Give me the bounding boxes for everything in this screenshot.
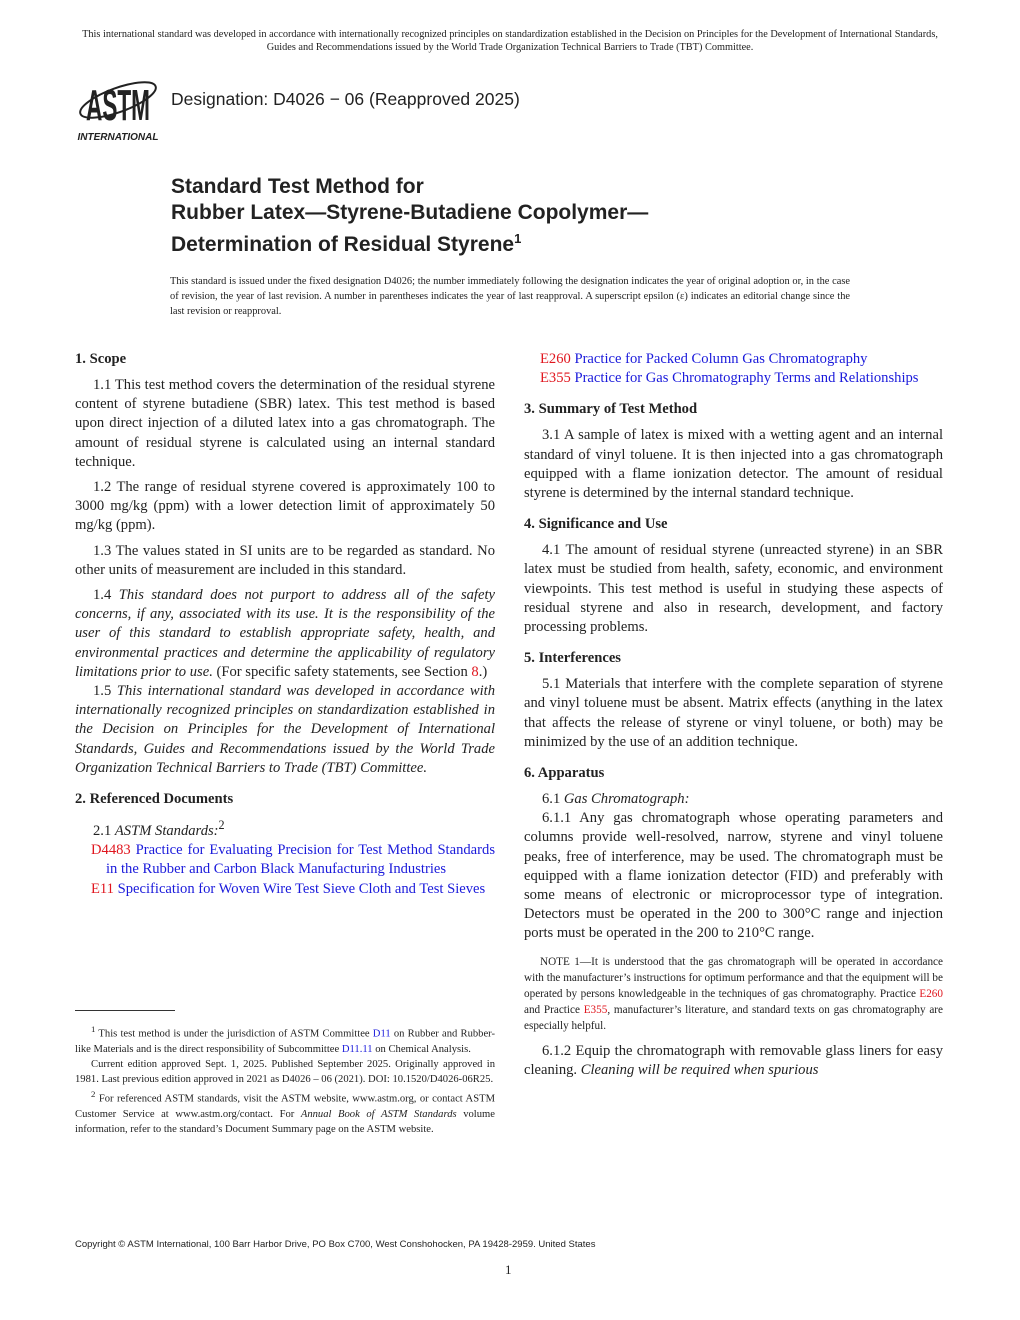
para-6-1 <box>524 790 943 809</box>
svg-text:INTERNATIONAL: INTERNATIONAL <box>77 132 159 143</box>
para-1-1: 1.1 This test method covers the determination of the residual styrene content of styrene butadiene (SBR) latex. This test method is based upon direct injection of a diluted latex into a gas chromatograph. The amount of residual styrene is calculated using an internal standard technique. <box>75 377 495 470</box>
para-2-1 <box>75 816 495 841</box>
note-text: NOTE 1—It is understood that the gas chromatograph will be operated in accordance with the manufacturer’s instructions for optimum performance and that the equipment will be operated by persons knowledgeable in the techniques of gas chromatography. Practice <box>524 955 943 1000</box>
para-5-1: 5.1 Materials that interfere with the complete separation of styrene and vinyl toluene must be absent. Matrix effects (anything in the latex that affects the release of styrene or vinyl toluene, or both) may be minimized by the use of an addition technique. <box>524 676 943 750</box>
committee-d11-link[interactable]: D11 <box>372 1028 391 1040</box>
designation: Designation: D4026 − 06 (Reapproved 2025) <box>171 89 520 109</box>
ref-title[interactable]: Practice for Evaluating Precision for Test Method Standards in the Rubber and Carbon Black Manufacturing Industries <box>106 842 495 878</box>
safety-caveat: This standard does not purport to address all of the safety concerns, if any, associated with its use. It is the responsibility of the user of this standard to establish appropriate safety, health, and environmental practices and determine the applicability of regulatory limitations prior to use. <box>75 587 495 680</box>
para-italic: Cleaning will be required when spurious <box>580 1061 819 1078</box>
footnote-divider <box>75 1010 175 1011</box>
section-2-heading: 2. Referenced Documents <box>75 791 234 808</box>
ref-code[interactable]: E355 <box>540 370 571 387</box>
section-8-link[interactable]: 8 <box>471 663 479 680</box>
e260-link[interactable]: E260 <box>919 987 943 1000</box>
para-italic: Gas Chromatograph: <box>563 791 690 808</box>
section-5-heading: 5. Interferences <box>524 650 621 667</box>
para-num: 2.1 <box>93 822 115 839</box>
para-1-3: 1.3 The values stated in SI units are to be regarded as standard. No other units of measurement are included in this standard. <box>75 542 495 578</box>
footnote-mark: 2 <box>218 818 225 833</box>
para-num: 6.1 <box>542 791 564 808</box>
para-6-1-2 <box>524 1042 943 1080</box>
note-1 <box>524 954 943 1034</box>
ref-e260[interactable] <box>540 350 943 369</box>
footnote-edition: Current edition approved Sept. 1, 2025. Published September 2025. Originally approved in 1981. Last previous edition approved in 2021 as D4026 – 06 (2021). DOI: 10.1520/D4026-06R25. <box>75 1058 495 1085</box>
para-text: .) <box>478 663 488 680</box>
astm-standards-label: ASTM Standards: <box>114 822 219 839</box>
footnote-2 <box>75 1087 495 1137</box>
page-number: 1 <box>505 1262 512 1277</box>
subcommittee-d11-11-link[interactable]: D11.11 <box>341 1043 373 1055</box>
fn-text: on Rubber and Rubber-like Materials and is the direct responsibility of Subcommittee <box>75 1028 495 1055</box>
e355-link[interactable]: E355 <box>583 1003 608 1016</box>
left-column <box>75 350 495 899</box>
para-num: 1.4 <box>93 587 119 604</box>
ref-e355[interactable] <box>540 369 943 388</box>
document-title <box>171 174 648 258</box>
footnote-mark: 1 <box>91 1024 96 1034</box>
fn-text: on Chemical Analysis. <box>372 1043 471 1055</box>
fn-italic: Annual Book of ASTM Standards <box>300 1108 457 1120</box>
issuance-note: This standard is issued under the fixed designation D4026; the number immediately following the designation indicates the year of original adoption or, in the case of revision, the year of last revision. A number in parentheses indicates the year of last reapproval. A superscript epsilon (ε) indicates an editorial change since the last revision or reapproval. <box>170 276 850 317</box>
title-footnote-mark: 1 <box>514 231 522 246</box>
fn-text: For referenced ASTM standards, visit the ASTM website, www.astm.org, or contact ASTM Customer Service at www.astm.org/contact. For <box>75 1093 495 1120</box>
footnotes <box>75 1022 495 1137</box>
section-4-heading: 4. Significance and Use <box>524 516 668 533</box>
para-6-1-1: 6.1.1 Any gas chromatograph whose operating parameters and columns provide well-resolved, narrow, styrene and vinyl toluene peaks, free of interference, may be used. The chromatograph must be equipped with a flame ionization detector (FID) and preferably with some means of electronic or microprocessor type of integration. Detectors must be operated in the 200 to 300°C range and injection ports must be operated in the 200 to 210°C range. <box>524 810 943 942</box>
para-text: 6.1.2 Equip the chromatograph with removable glass liners for easy cleaning. <box>524 1042 943 1078</box>
astm-logo <box>76 68 160 144</box>
ref-code[interactable]: E260 <box>540 351 571 367</box>
note-text: and Practice <box>524 1003 584 1016</box>
para-4-1: 4.1 The amount of residual styrene (unreacted styrene) in an SBR latex must be studied from health, safety, economic, and environment viewpoints. This test method is useful in studying these aspects of residual styrene and also in research, development, and factory processing problems. <box>524 542 943 636</box>
ref-title[interactable]: Practice for Gas Chromatography Terms and Relationships <box>570 370 919 387</box>
ref-title[interactable]: Specification for Woven Wire Test Sieve Cloth and Test Sieves <box>113 880 486 897</box>
footnote-1 <box>75 1022 495 1057</box>
title-line-1: Standard Test Method for <box>171 175 424 198</box>
note-text: , manufacturer’s literature, and standard texts on gas chromatography are especially helpful. <box>524 1003 943 1032</box>
section-6-heading: 6. Apparatus <box>524 765 605 782</box>
ref-e11[interactable] <box>91 880 495 899</box>
tbt-notice: This international standard was developed in accordance with internationally recognized principles on standardization established in the Decision on Principles for the Development of International Standards, Guides and Recommendations issued by the World Trade Organization Technical Barriers to Trade (TBT) Committee. <box>82 29 938 53</box>
copyright: Copyright © ASTM International, 100 Barr Harbor Drive, PO Box C700, West Conshohocken, PA 19428-2959. United States <box>75 1239 596 1250</box>
section-1-heading: 1. Scope <box>75 351 127 367</box>
svg-text:ASTM: ASTM <box>86 81 150 130</box>
para-num: 1.5 <box>93 683 117 700</box>
title-line-2: Rubber Latex—Styrene-Butadiene Copolymer— <box>171 201 649 224</box>
ref-code[interactable]: D4483 <box>91 842 131 859</box>
title-line-3: Determination of Residual Styrene <box>171 233 515 256</box>
fn-text: volume information, refer to the standard’s Document Summary page on the ASTM website. <box>75 1108 495 1135</box>
para-text: (For specific safety statements, see Section <box>212 663 472 680</box>
ref-d4483[interactable] <box>91 841 495 879</box>
para-1-5 <box>75 682 495 778</box>
right-column <box>524 350 943 1086</box>
fn-text: This test method is under the jurisdiction of ASTM Committee <box>95 1028 373 1040</box>
para-1-2: 1.2 The range of residual styrene covered is approximately 100 to 3000 mg/kg (ppm) with a lower detection limit of approximately 50 mg/kg (ppm). <box>75 479 495 534</box>
para-3-1: 3.1 A sample of latex is mixed with a wetting agent and an internal standard of vinyl toluene. It is then injected into a gas chromatograph equipped with a flame ionization detector. The amount of residual styrene is determined by the internal standard technique. <box>524 427 943 502</box>
footnote-mark: 2 <box>91 1088 96 1099</box>
section-3-heading: 3. Summary of Test Method <box>524 401 698 418</box>
ref-code[interactable]: E11 <box>91 880 114 897</box>
para-1-4 <box>75 586 495 682</box>
tbt-statement: This international standard was developed in accordance with internationally recognized principles on standardization established in the Decision on Principles for the Development of International Standards, Guides and Recommendations issued by the World Trade Organization Technical Barriers to Trade (TBT) Committee. <box>75 683 496 776</box>
ref-title[interactable]: Practice for Packed Column Gas Chromatography <box>570 351 868 367</box>
